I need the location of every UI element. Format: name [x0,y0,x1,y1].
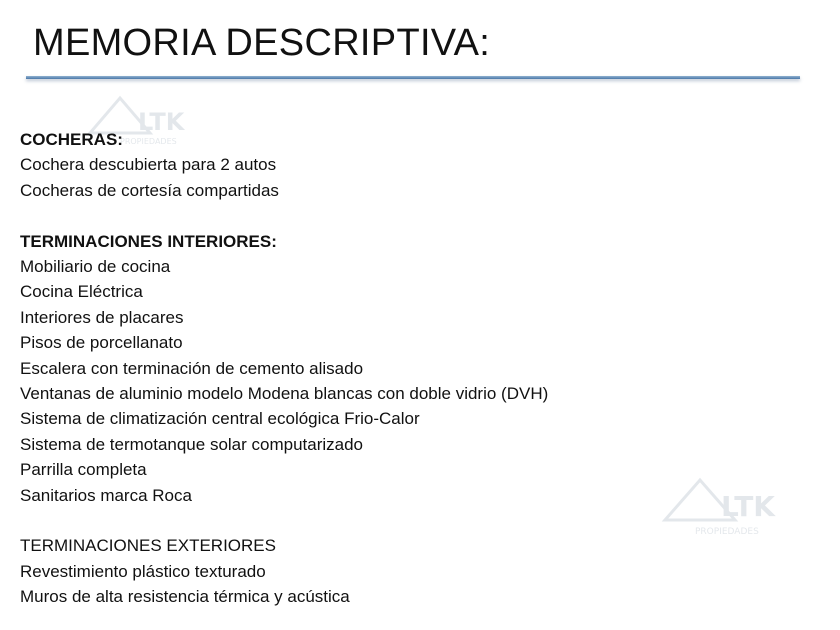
svg-text:LTK: LTK [721,490,776,523]
list-item: Sistema de climatización central ecológica Frio-Calor [20,409,420,429]
list-item: Revestimiento plástico texturado [20,561,266,581]
svg-text:LTK: LTK [138,108,185,136]
section-terminaciones-interiores [20,229,548,508]
svg-text:PROPIEDADES: PROPIEDADES [695,527,759,537]
list-item: Ventanas de aluminio modelo Modena blancas con doble vidrio (DVH) [20,384,549,404]
section-cocheras [20,127,548,203]
title-divider [26,76,800,79]
list-item: Escalera con terminación de cemento alisado [20,358,364,378]
section-heading: TERMINACIONES INTERIORES: [20,231,277,251]
list-item: Mobiliario de cocina [20,257,171,277]
description-body [20,127,548,610]
section-terminaciones-exteriores [20,533,548,609]
list-item: Cochera descubierta para 2 autos [20,155,277,175]
section-heading: TERMINACIONES EXTERIORES [20,536,276,556]
ltk-logo-watermark-bottom [655,468,785,538]
svg-text:PROPIEDADES: PROPIEDADES [120,137,177,146]
list-item: Sanitarios marca Roca [20,485,192,505]
page-title: MEMORIA DESCRIPTIVA: [33,22,491,64]
list-item: Interiores de placares [20,307,184,327]
section-heading: COCHERAS: [20,130,123,149]
list-item: Parrilla completa [20,460,147,480]
list-item: Pisos de porcellanato [20,333,183,353]
list-item: Cocina Eléctrica [20,282,143,302]
list-item: Sistema de termotanque solar computarizado [20,434,364,454]
list-item: Cocheras de cortesía compartidas [20,180,279,200]
list-item: Muros de alta resistencia térmica y acústica [20,587,350,607]
